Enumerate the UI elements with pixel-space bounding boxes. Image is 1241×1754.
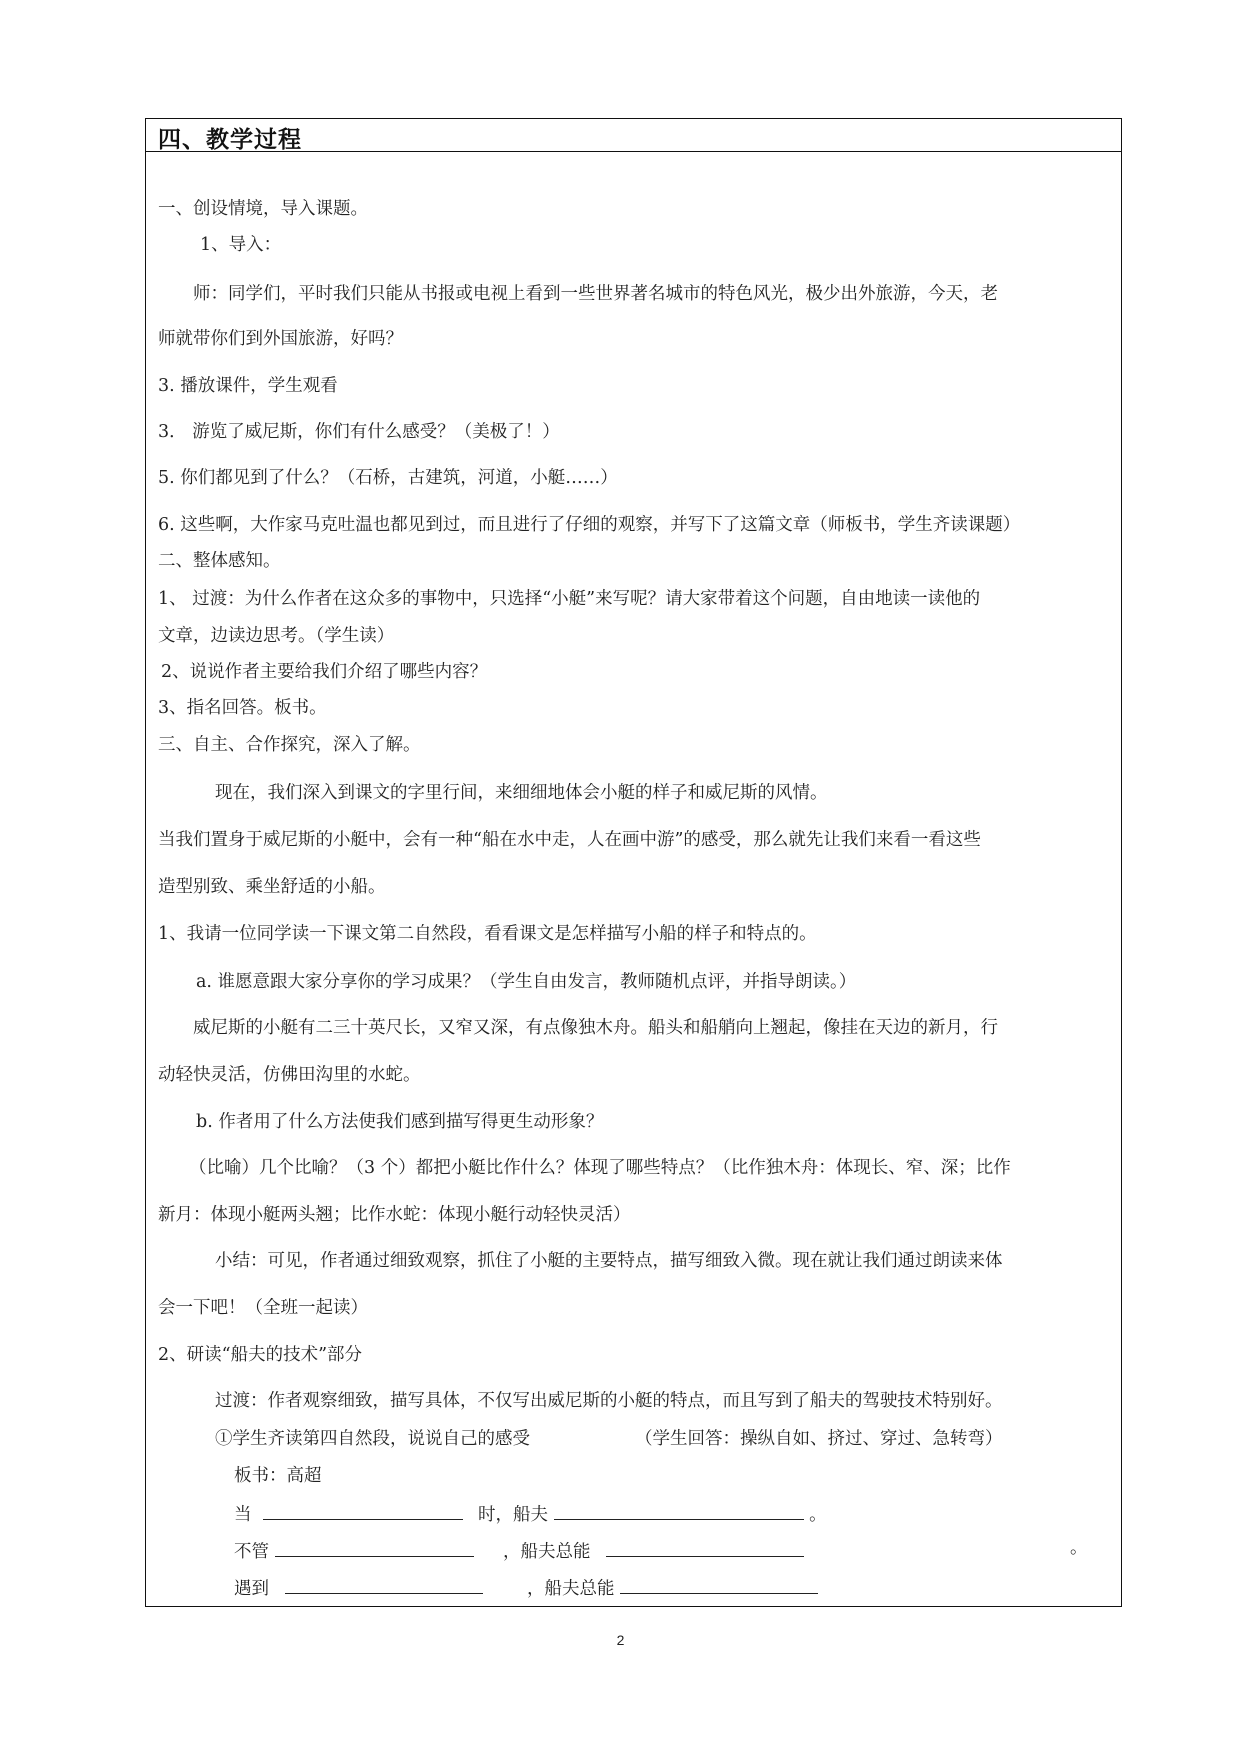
text-line: 板书：高超 [234,1466,322,1486]
fill-blank-row [234,1503,463,1525]
text-line: 5. 你们都见到了什么？（石桥，古建筑，河道，小艇……） [158,468,618,488]
blank-line [620,1577,818,1594]
blank-line [275,1540,474,1557]
text-line: 文章，边读边思考。（学生读） [158,626,395,646]
fill-prefix: 不管 [234,1542,269,1562]
fill-end: 。 [1070,1538,1088,1558]
text-line: 师就带你们到外国旅游，好吗？ [158,329,403,349]
fill-prefix: 遇到 [234,1579,269,1599]
text-line: b. 作者用了什么方法使我们感到描写得更生动形象？ [196,1112,604,1132]
text-line: （学生回答：操纵自如、挤过、穿过、急转弯） [635,1429,1003,1449]
text-line: 2、研读“船夫的技术”部分 [158,1345,363,1365]
header-divider [146,151,1121,152]
text-line: 6. 这些啊，大作家马克吐温也都见到过，而且进行了仔细的观察，并写下了这篇文章（师板书，学生齐读课题） [158,515,1021,535]
text-line: 会一下吧！（全班一起读） [158,1298,368,1318]
text-line: 造型别致、乘坐舒适的小船。 [158,877,386,897]
text-line: 现在，我们深入到课文的字里行间，来细细地体会小艇的样子和威尼斯的风情。 [215,783,828,803]
text-line: 1、 过渡：为什么作者在这众多的事物中，只选择“小艇”来写呢？请大家带着这个问题，自由地读一读他的 [158,589,981,609]
fill-blank-row [234,1577,483,1599]
text-line: 2、说说作者主要给我们介绍了哪些内容？ [161,662,488,682]
blank-line [285,1577,483,1594]
section-heading: 四、教学过程 [158,126,302,153]
text-line: 三、自主、合作探究，深入了解。 [158,735,421,755]
text-line: 小结：可见，作者通过细致观察，抓住了小艇的主要特点，描写细致入微。现在就让我们通过朗读来体 [215,1251,1003,1271]
fill-blank-row [478,1503,827,1525]
text-line: 过渡：作者观察细致，描写具体，不仅写出威尼斯的小艇的特点，而且写到了船夫的驾驶技术特别好。 [215,1391,1003,1411]
text-line: 一、创设情境，导入课题。 [158,199,368,219]
page-number: 2 [616,1632,625,1648]
fill-mid: ，船夫总能 [527,1579,615,1599]
text-line: 二、整体感知。 [158,551,281,571]
fill-mid: 时，船夫 [478,1505,548,1525]
text-line: ①学生齐读第四自然段，说说自己的感受 [215,1429,530,1449]
blank-line [554,1503,804,1520]
blank-line [606,1540,804,1557]
fill-blank-row [527,1577,818,1599]
text-line: 3、指名回答。板书。 [158,698,327,718]
text-line: 动轻快灵活，仿佛田沟里的水蛇。 [158,1065,421,1085]
text-line: 1、我请一位同学读一下课文第二自然段，看看课文是怎样描写小船的样子和特点的。 [158,924,817,944]
text-line: 当我们置身于威尼斯的小艇中，会有一种“船在水中走，人在画中游”的感受，那么就先让我们来看一看这些 [158,830,981,850]
text-line: （比喻）几个比喻？（3 个）都把小艇比作什么？体现了哪些特点？（比作独木舟：体现长、窄、深；比作 [189,1158,1011,1178]
text-line: a. 谁愿意跟大家分享你的学习成果？（学生自由发言，教师随机点评，并指导朗读。） [196,972,857,992]
text-line: 新月：体现小艇两头翘；比作水蛇：体现小艇行动轻快灵活） [158,1205,631,1225]
fill-end: 。 [809,1505,827,1525]
text-line: 3. 播放课件，学生观看 [158,376,338,396]
blank-line [263,1503,463,1520]
text-line: 威尼斯的小艇有二三十英尺长，又窄又深，有点像独木舟。船头和船艄向上翘起，像挂在天边的新月，行 [193,1018,998,1038]
fill-blank-row [234,1540,474,1562]
text-line: 3． 游览了威尼斯，你们有什么感受？（美极了！） [158,422,560,442]
text-line: 1、导入： [200,235,282,255]
fill-blank-row [503,1540,804,1562]
fill-mid: ，船夫总能 [503,1542,591,1562]
text-line: 师：同学们，平时我们只能从书报或电视上看到一些世界著名城市的特色风光，极少出外旅游，今天，老 [193,284,998,304]
fill-prefix: 当 [234,1505,252,1525]
